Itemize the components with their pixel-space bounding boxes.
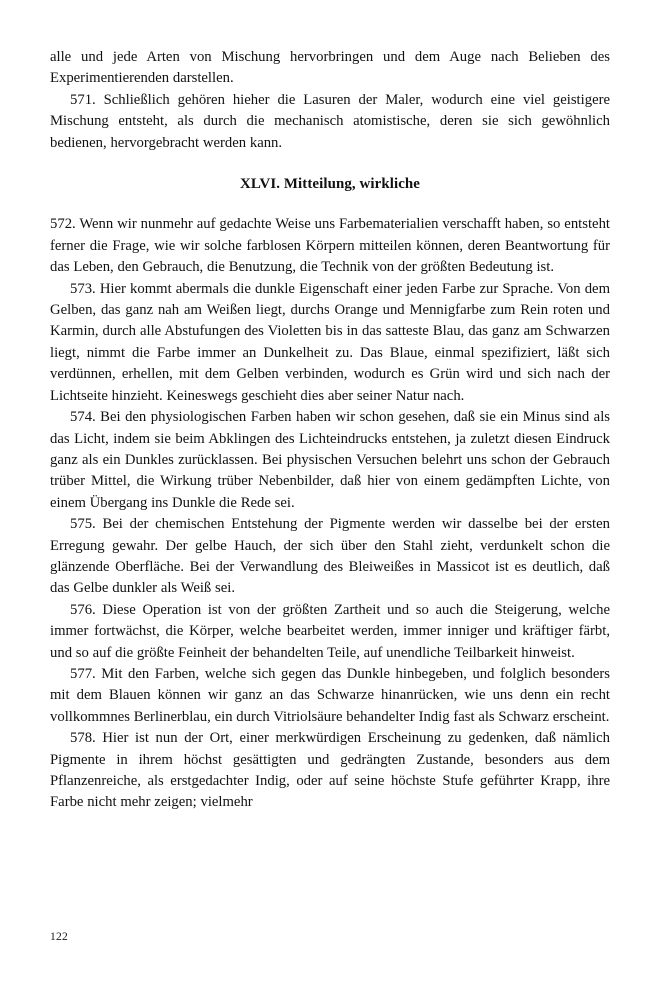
paragraph-578: 578. Hier ist nun der Ort, einer merkwürdigen Erscheinung zu gedenken, daß nämlich Pigmente in ihrem höchst gesättigten und gedrängten Zustande, besonders aus dem Pflanzenreiche, als erstgedachter Indig, oder auf seine höchste Stufe geführter Krapp, ihre Farbe nicht mehr zeigen; vielmehr bbox=[50, 730, 610, 811]
paragraph-574: 574. Bei den physiologischen Farben haben wir schon gesehen, daß sie ein Minus sind als das Licht, indem sie beim Abklingen des Lichteindrucks entstehen, ja zuletzt diesen Eindruck ganz als ein Dunkles zurücklassen. Bei physischen Versuchen belehrt uns schon der Gebrauch trüber Mittel, die Wirkung trüber Nebenbilder, daß hier von einem gedämpften Lichte, von einem Übergang ins Dunkle die Rede sei. bbox=[50, 409, 610, 511]
page-number: 122 bbox=[50, 930, 68, 943]
heading-spacer-below bbox=[50, 195, 610, 214]
paragraph-573: 573. Hier kommt abermals die dunkle Eigenschaft einer jeden Farbe zur Sprache. Von dem Gelben, das ganz nah am Weißen liegt, durchs Orange und Mennigfarbe zum Rein roten und Karmin, durch alle Abstufungen des Violetten bis in das satteste Blau, das ganz am Schwarzen liegt, nimmt die Farbe immer an Dunkelheit zu. Das Blaue, einmal spezifiziert, läßt sich verdünnen, erhellen, mit dem Gelben verbinden, wodurch es Grün wird und sich nach der Lichtseite hinzieht. Keineswegs geschieht dies aber seiner Natur nach. bbox=[50, 280, 610, 404]
paragraph-571-continued: alle und jede Arten von Mischung hervorbringen und dem Auge nach Belieben des Experimentierenden darstellen. bbox=[50, 49, 610, 87]
paragraph-576: 576. Diese Operation ist von der größten Zartheit und so auch die Steigerung, welche immer fortwächst, die Körper, welche bearbeitet werden, immer inniger und kräftiger färbt, und so auf die größte Feinheit der behandelten Teile, auf unendliche Teilbarkeit hinweist. bbox=[50, 601, 610, 661]
paragraph-572: 572. Wenn wir nunmehr auf gedachte Weise uns Farbematerialien verschafft haben, so entsteht ferner die Frage, wie wir solche farblosen Körpern mitteilen können, deren Beantwortung für das Leben, den Gebrauch, die Benutzung, die Technik von der größten Bedeutung ist. bbox=[50, 216, 610, 276]
heading-spacer-above bbox=[50, 154, 610, 174]
page-text-column bbox=[50, 47, 610, 814]
paragraph-571: 571. Schließlich gehören hieher die Lasuren der Maler, wodurch eine viel geistigere Mischung entsteht, als durch die mechanisch atomistische, deren sie sich gewöhnlich bedienen, hervorgebracht werden kann. bbox=[50, 91, 610, 151]
section-heading: XLVI. Mitteilung, wirkliche bbox=[239, 176, 420, 193]
paragraph-577: 577. Mit den Farben, welche sich gegen das Dunkle hinbegeben, und folglich besonders mit dem Blauen können wir ganz an das Schwarze hinanrücken, wie uns denn ein recht vollkommnes Berlinerblau, ein durch Vitriolsäure behandelter Indig fast als Schwarz erscheint. bbox=[50, 665, 610, 725]
paragraph-575: 575. Bei der chemischen Entstehung der Pigmente werden wir dasselbe bei der ersten Erregung gewahr. Der gelbe Hauch, der sich über den Stahl zieht, verdunkelt schon die glänzende Oberfläche. Bei der Verwandlung des Bleiweißes in Massicot ist es deutlich, daß das Gelbe dunkler als Weiß sei. bbox=[50, 516, 610, 597]
